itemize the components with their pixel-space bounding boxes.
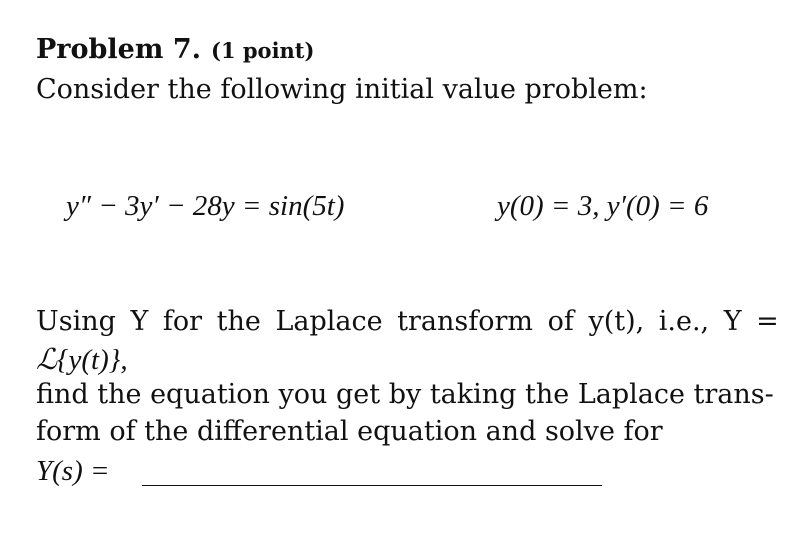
instruction-line-2: ℒ{y(t)}, — [36, 344, 128, 376]
problem-title: Problem 7. — [36, 34, 202, 65]
answer-input[interactable] — [142, 485, 602, 486]
differential-equation: y″ − 3y′ − 28y = sin(5t) — [66, 190, 345, 222]
instruction-line-4: form of the differential equation and solve for — [36, 416, 663, 447]
initial-conditions: y(0) = 3, y′(0) = 6 — [497, 190, 709, 222]
intro-text: Consider the following initial value problem: — [36, 74, 648, 105]
answer-label: Y(s) = — [36, 455, 110, 487]
problem-points: (1 point) — [211, 38, 315, 63]
instruction-line-1: Using Y for the Laplace transform of y(t), i.e., Y = — [36, 306, 779, 337]
problem-heading — [36, 34, 314, 65]
instruction-line-3: find the equation you get by taking the Laplace trans- — [36, 379, 774, 410]
